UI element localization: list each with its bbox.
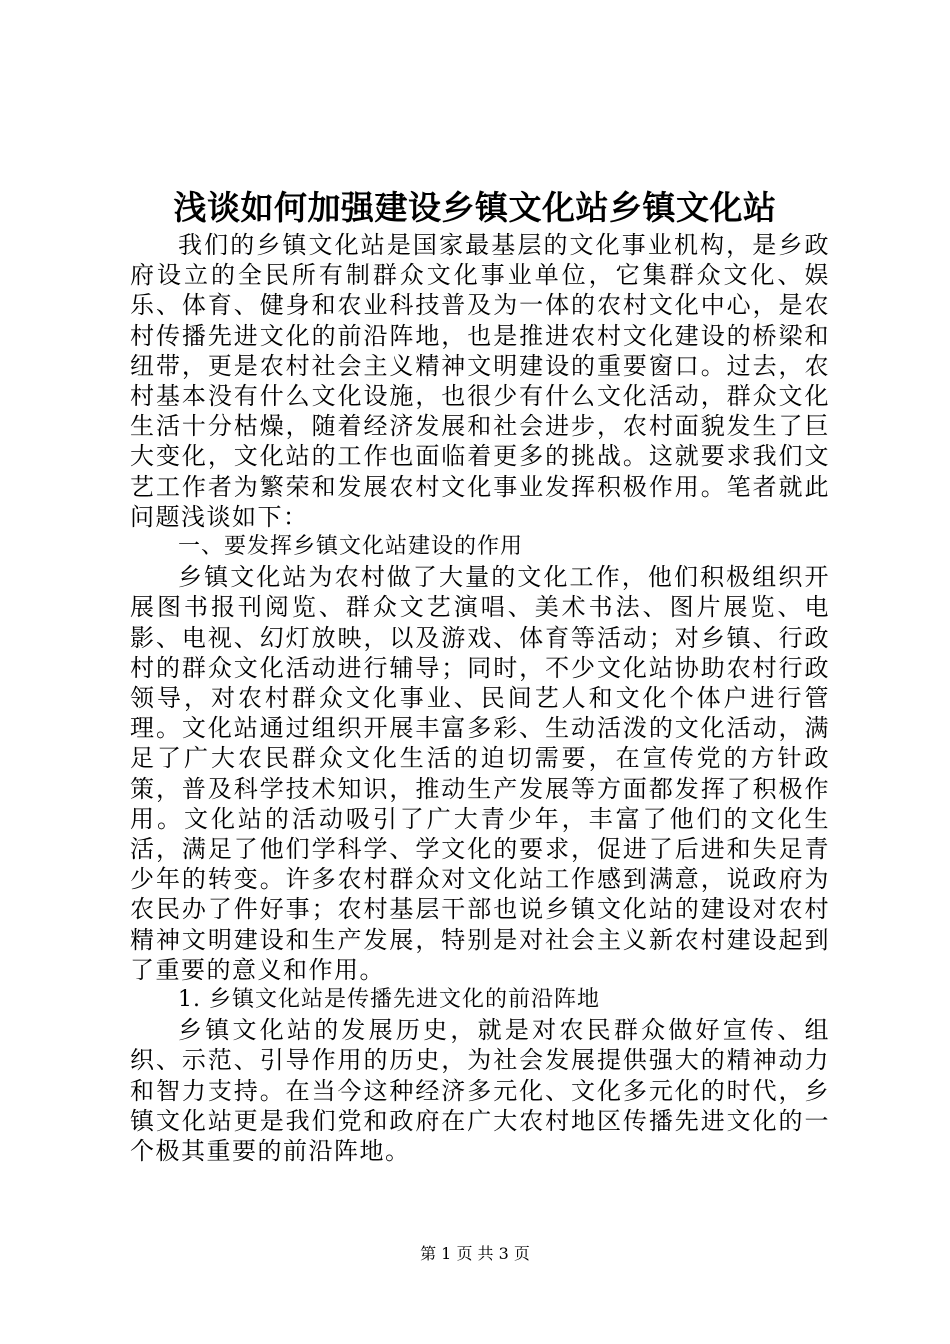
page-footer: 第 1 页 共 3 页 bbox=[420, 1244, 530, 1263]
paragraph-subsection-1-1: 乡镇文化站的发展历史，就是对农民群众做好宣传、组织、示范、引导作用的历史，为社会发展提供强大的精神动力和智力支持。在当今这种经济多元化、文化多元化的时代，乡镇文化站更是我们党和政府在广大农村地区传播先进文化的一个极其重要的前沿阵地。 bbox=[130, 1016, 830, 1166]
subsection-heading-1-1: 1. 乡镇文化站是传播先进文化的前沿阵地 bbox=[178, 987, 600, 1013]
section-heading-1: 一、要发挥乡镇文化站建设的作用 bbox=[178, 534, 524, 560]
document-title: 浅谈如何加强建设乡镇文化站乡镇文化站 bbox=[173, 188, 777, 227]
paragraph-intro: 我们的乡镇文化站是国家最基层的文化事业机构，是乡政府设立的全民所有制群众文化事业单位，它集群众文化、娱乐、体育、健身和农业科技普及为一体的农村文化中心，是农村传播先进文化的前沿阵地，也是推进农村文化建设的桥梁和纽带，更是农村社会主义精神文明建设的重要窗口。过去，农村基本没有什么文化设施，也很少有什么文化活动，群众文化生活十分枯燥，随着经济发展和社会进步，农村面貌发生了巨大变化，文化站的工作也面临着更多的挑战。这就要求我们文艺工作者为繁荣和发展农村文化事业发挥积极作用。笔者就此问题浅谈如下： bbox=[130, 231, 830, 531]
paragraph-section-1: 乡镇文化站为农村做了大量的文化工作，他们积极组织开展图书报刊阅览、群众文艺演唱、美术书法、图片展览、电影、电视、幻灯放映，以及游戏、体育等活动；对乡镇、行政村的群众文化活动进行辅导；同时，不少文化站协助农村行政领导，对农村群众文化事业、民间艺人和文化个体户进行管理。文化站通过组织开展丰富多彩、生动活泼的文化活动，满足了广大农民群众文化生活的迫切需要，在宣传党的方针政策，普及科学技术知识，推动生产发展等方面都发挥了积极作用。文化站的活动吸引了广大青少年，丰富了他们的文化生活，满足了他们学科学、学文化的要求，促进了后进和失足青少年的转变。许多农村群众对文化站工作感到满意，说政府为农民办了件好事；农村基层干部也说乡镇文化站的建设对农村精神文明建设和生产发展，特别是对社会主义新农村建设起到了重要的意义和作用。 bbox=[130, 563, 830, 984]
document-body bbox=[130, 230, 830, 1166]
